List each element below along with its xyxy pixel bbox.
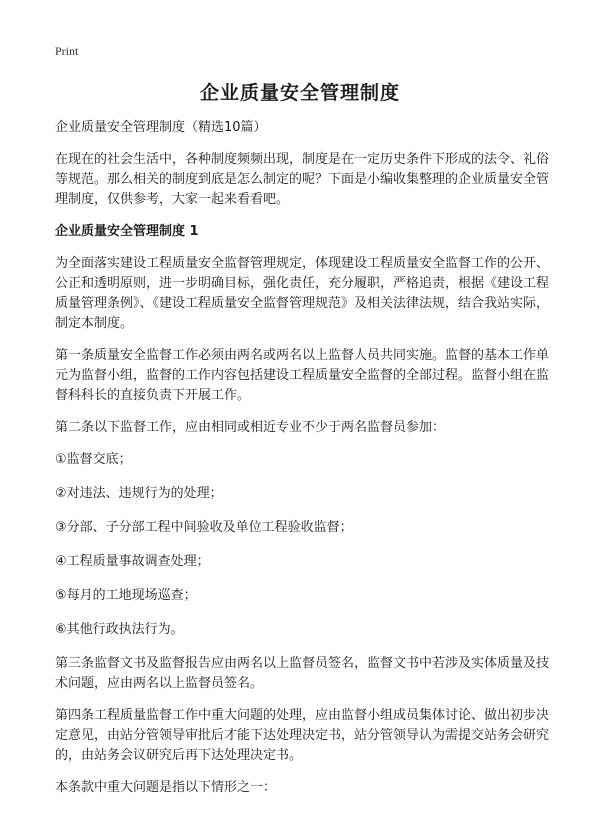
list-item: ⑤每月的工地现场巡查； [55, 588, 197, 603]
paragraph: 第一条质量安全监督工作必须由两名或两名以上监督人员共同实施。监督的基本工作单元为监督小组，监督的工作内容包括建设工程质量安全监督的全部过程。监督小组在监督科科长的直接负责下开展工作。 [55, 348, 550, 403]
section-heading: 企业质量安全管理制度 1 [55, 224, 199, 239]
document-subtitle: 企业质量安全管理制度（精选10篇） [55, 120, 267, 135]
document-body [55, 118, 554, 810]
list-item: ③分部、子分部工程中间验收及单位工程验收监督； [55, 520, 353, 535]
paragraph: 为全面落实建设工程质量安全监督管理规定，体现建设工程质量安全监督工作的公开、公正和透明原则，进一步明确目标，强化责任，充分履职，严格追责，根据《建设工程质量管理条例》、《建设工程质量安全监督管理规范》及相关法律法规，结合我站实际，制定本制度。 [55, 256, 550, 331]
paragraph: 第三条监督文书及监督报告应由两名以上监督员签名，监督文书中若涉及实体质量及技术问题，应由两名以上监督员签名。 [55, 656, 550, 691]
paragraph: 第二条以下监督工作，应由相同或相近专业不少于两名监督员参加： [55, 420, 446, 435]
page-title: 企业质量安全管理制度 [199, 82, 400, 104]
list-item: ④工程质量事故调查处理； [55, 554, 210, 569]
list-item: ①监督交底； [55, 452, 132, 467]
print-link[interactable]: Print [55, 44, 79, 58]
list-item: ②对违法、违规行为的处理； [55, 486, 223, 501]
intro-paragraph: 在现在的社会生活中，各种制度频频出现，制度是在一定历史条件下形成的法令、礼俗等规范。那么相关的制度到底是怎么制定的呢？下面是小编收集整理的企业质量安全管理制度，仅供参考，大家一起来看看吧。 [55, 152, 550, 207]
paragraph: 第四条工程质量监督工作中重大问题的处理，应由监督小组成员集体讨论、做出初步决定意见，由站分管领导审批后才能下达处理决定书，站分管领导认为需提交站务会研究的，由站务会议研究后再下达处理决定书。 [55, 708, 550, 763]
paragraph: 本条款中重大问题是指以下情形之一： [55, 780, 277, 795]
list-item: ⑥其他行政执法行为。 [55, 622, 184, 637]
